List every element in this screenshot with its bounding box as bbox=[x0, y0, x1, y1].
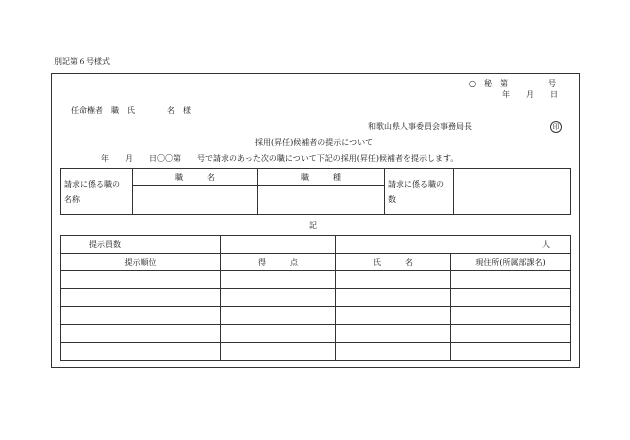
seal-mark: 印 bbox=[550, 121, 562, 133]
request-job-count-header bbox=[385, 169, 454, 215]
request-job-name-header bbox=[61, 169, 133, 215]
document-title: 採用(昇任)候補者の提示について bbox=[255, 138, 374, 147]
job-type-column-header: 職 種 bbox=[258, 169, 385, 186]
request-job-name-header-line2: 名称 bbox=[64, 194, 80, 204]
candidate-count-label: 提示員数 bbox=[61, 236, 221, 254]
table-row bbox=[61, 307, 571, 325]
candidate-count-value-cell bbox=[221, 236, 336, 254]
request-job-name-header-line1: 請求に係る職の bbox=[64, 179, 120, 189]
ki-heading: 記 bbox=[309, 221, 317, 230]
table-row bbox=[61, 343, 571, 361]
job-count-value-cell bbox=[454, 169, 571, 215]
addressee: 任命権者 職 氏 名 様 bbox=[71, 106, 191, 115]
request-job-count-header-line2: 数 bbox=[388, 194, 396, 204]
job-type-value-cell bbox=[258, 186, 385, 215]
address-column-header: 現住所(所属部課名) bbox=[451, 254, 571, 271]
date-line: 年 月 日 bbox=[502, 90, 558, 99]
request-job-count-header-line1: 請求に係る職の bbox=[388, 179, 444, 189]
job-name-column-header: 職 名 bbox=[133, 169, 258, 186]
name-column-header: 氏 名 bbox=[336, 254, 451, 271]
form-label: 別記第６号様式 bbox=[54, 57, 110, 66]
table-row bbox=[61, 325, 571, 343]
rank-column-header: 提示順位 bbox=[61, 254, 221, 271]
candidate-table bbox=[60, 235, 571, 361]
document-number-line: ○ 秘 第 号 bbox=[469, 79, 556, 88]
body-text: 年 月 日〇〇第 号で請求のあった次の職について下記の採用(昇任)候補者を提示します。 bbox=[101, 154, 459, 163]
table-row bbox=[61, 289, 571, 307]
candidate-count-unit: 人 bbox=[336, 236, 571, 254]
sender-title: 和歌山県人事委員会事務局長 bbox=[368, 122, 472, 131]
score-column-header: 得 点 bbox=[221, 254, 336, 271]
table-row bbox=[61, 271, 571, 289]
job-name-value-cell bbox=[133, 186, 258, 215]
request-table bbox=[60, 168, 571, 215]
